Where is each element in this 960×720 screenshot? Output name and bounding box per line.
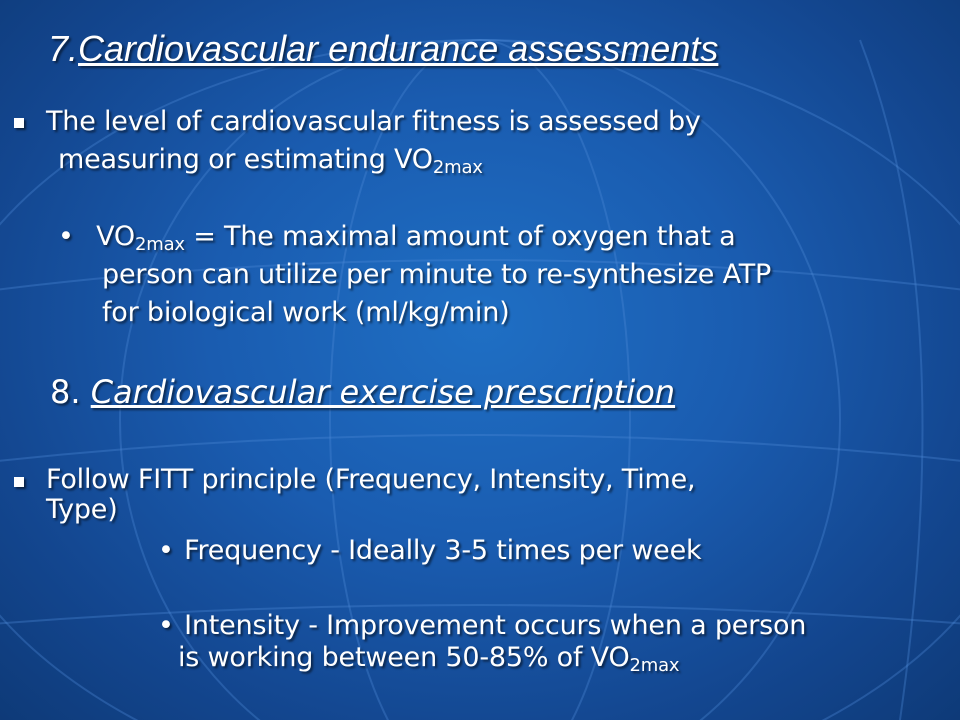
heading-prescription [50, 373, 675, 411]
bullet-text-line: Follow FITT principle (Frequency, Intensity, Time, [46, 464, 696, 495]
bullet-text-line: The level of cardiovascular fitness is assessed by [46, 106, 701, 137]
intensity-text: Intensity - Improvement occurs when a person [184, 610, 807, 641]
heading-title: Cardiovascular exercise prescription [90, 373, 676, 411]
square-bullet-icon [14, 477, 24, 487]
frequency-text: Frequency - Ideally 3-5 times per week [184, 535, 702, 566]
subscript: 2max [432, 157, 483, 178]
heading-assessments [48, 28, 718, 70]
heading-title: Cardiovascular endurance assessments [78, 28, 719, 69]
heading-number: 7. [48, 28, 79, 69]
definition-text: = The maximal amount of oxygen that a [184, 221, 736, 252]
bullet-text-line [58, 144, 483, 178]
bullet-text-line: Type) [46, 494, 118, 525]
bullet-dot-icon: • [58, 221, 74, 252]
intensity-text: is working between 50-85% of VO [178, 642, 630, 673]
intensity-line [178, 642, 680, 676]
definition-line [58, 221, 736, 255]
definition-line: person can utilize per minute to re-synthesize ATP [102, 259, 772, 290]
bullet-text: measuring or estimating VO [58, 144, 433, 175]
definition-term: VO [96, 221, 135, 252]
definition-line: for biological work (ml/kg/min) [102, 297, 510, 328]
subscript: 2max [134, 234, 185, 255]
bullet-dot-icon: • [158, 535, 174, 566]
bullet-dot-icon: • [158, 610, 174, 641]
square-bullet-icon [14, 118, 24, 128]
intensity-item [158, 610, 806, 641]
heading-number: 8. [50, 373, 91, 411]
frequency-item [158, 535, 701, 566]
subscript: 2max [629, 655, 680, 676]
